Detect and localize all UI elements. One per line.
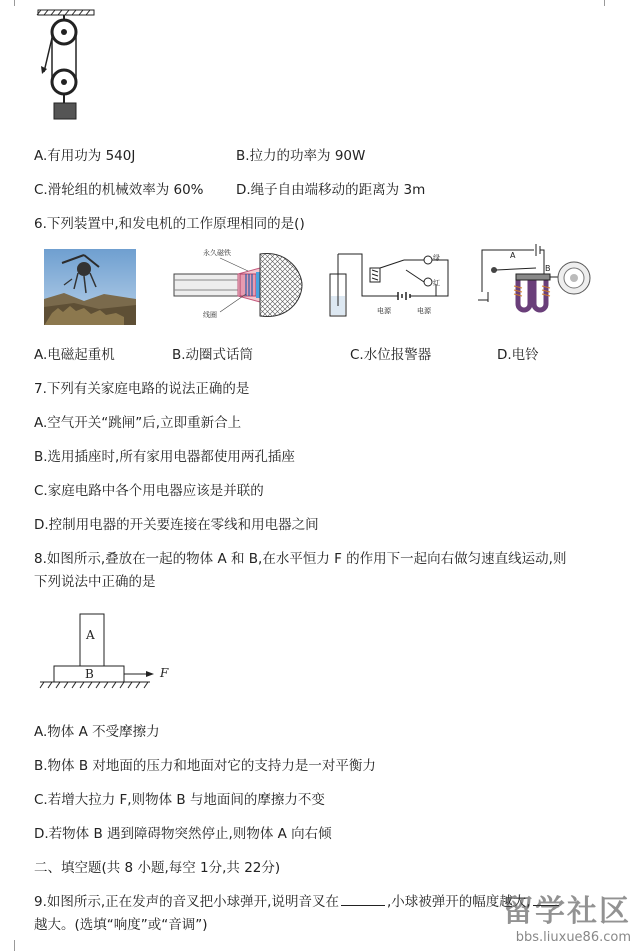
electric-bell-diagram xyxy=(478,240,594,320)
q8-option-c: C.若增大拉力 F,则物体 B 与地面间的摩擦力不变 xyxy=(34,792,325,808)
q8-option-d: D.若物体 B 遇到障碍物突然停止,则物体 A 向右倾 xyxy=(34,826,332,842)
force-f-label: F xyxy=(160,666,169,680)
q9-line-2: 越大。(选填“响度”或“音调”) xyxy=(34,917,208,933)
moving-coil-microphone-diagram xyxy=(170,244,310,328)
alarm-green-label: 绿 xyxy=(433,254,440,262)
electromagnetic-crane-photo xyxy=(44,249,136,325)
q6-option-a: A.电磁起重机 xyxy=(34,347,115,363)
q7-option-d: D.控制用电器的开关要连接在零线和用电器之间 xyxy=(34,517,319,533)
bell-label-b: B xyxy=(545,264,551,273)
q6-option-b: B.动圈式话筒 xyxy=(172,347,254,363)
bell-label-a: A xyxy=(510,251,516,260)
q6-option-d: D.电铃 xyxy=(497,347,539,363)
crop-mark-bottom-left xyxy=(14,940,15,951)
q7-option-a: A.空气开关“跳闸”后,立即重新合上 xyxy=(34,415,242,431)
q5-option-c: C.滑轮组的机械效率为 60% xyxy=(34,182,204,198)
q8-stem-line-1: 8.如图所示,叠放在一起的物体 A 和 B,在水平恒力 F 的作用下一起向右做匀速直线运动,则 xyxy=(34,551,567,567)
watermark-url: bbs.liuxue86.com xyxy=(515,930,631,945)
crop-mark-top-left xyxy=(14,0,15,6)
q8-stem-line-2: 下列说法中正确的是 xyxy=(34,574,156,590)
q8-option-a: A.物体 A 不受摩擦力 xyxy=(34,724,160,740)
alarm-power-label-1: 电源 xyxy=(377,307,391,315)
q9-line-1 xyxy=(34,890,561,910)
block-a-label: A xyxy=(86,628,95,642)
q7-stem: 7.下列有关家庭电路的说法正确的是 xyxy=(34,381,250,397)
watermark-title: 留学社区 xyxy=(503,894,631,929)
crop-mark-top-right xyxy=(604,0,605,6)
pulley-figure xyxy=(36,8,96,123)
q6-option-c: C.水位报警器 xyxy=(350,347,432,363)
q9-blank-1 xyxy=(341,893,385,906)
q7-option-b: B.选用插座时,所有家用电器都使用两孔插座 xyxy=(34,449,295,465)
q5-option-a: A.有用功为 540J xyxy=(34,148,136,164)
q6-stem: 6.下列装置中,和发电机的工作原理相同的是() xyxy=(34,216,305,232)
block-b-label: B xyxy=(85,667,94,681)
q5-option-b: B.拉力的功率为 90W xyxy=(236,148,366,164)
site-watermark xyxy=(503,886,631,945)
alarm-power-label-2: 电源 xyxy=(417,307,431,315)
section-2-heading: 二、填空题(共 8 小题,每空 1分,共 22分) xyxy=(34,860,281,876)
mic-coil-label: 线圈 xyxy=(203,311,217,319)
q9-line-1-part-2: ,小球被弹开的幅度越大, xyxy=(386,894,531,910)
q5-option-d: D.绳子自由端移动的距离为 3m xyxy=(236,182,426,198)
q7-option-c: C.家庭电路中各个用电器应该是并联的 xyxy=(34,483,264,499)
q9-line-1-part-1: 9.如图所示,正在发声的音叉把小球弹开,说明音叉在 xyxy=(34,894,339,910)
alarm-red-label: 红 xyxy=(433,279,440,287)
q8-option-b: B.物体 B 对地面的压力和地面对它的支持力是一对平衡力 xyxy=(34,758,376,774)
mic-magnet-label: 永久磁铁 xyxy=(203,249,231,257)
